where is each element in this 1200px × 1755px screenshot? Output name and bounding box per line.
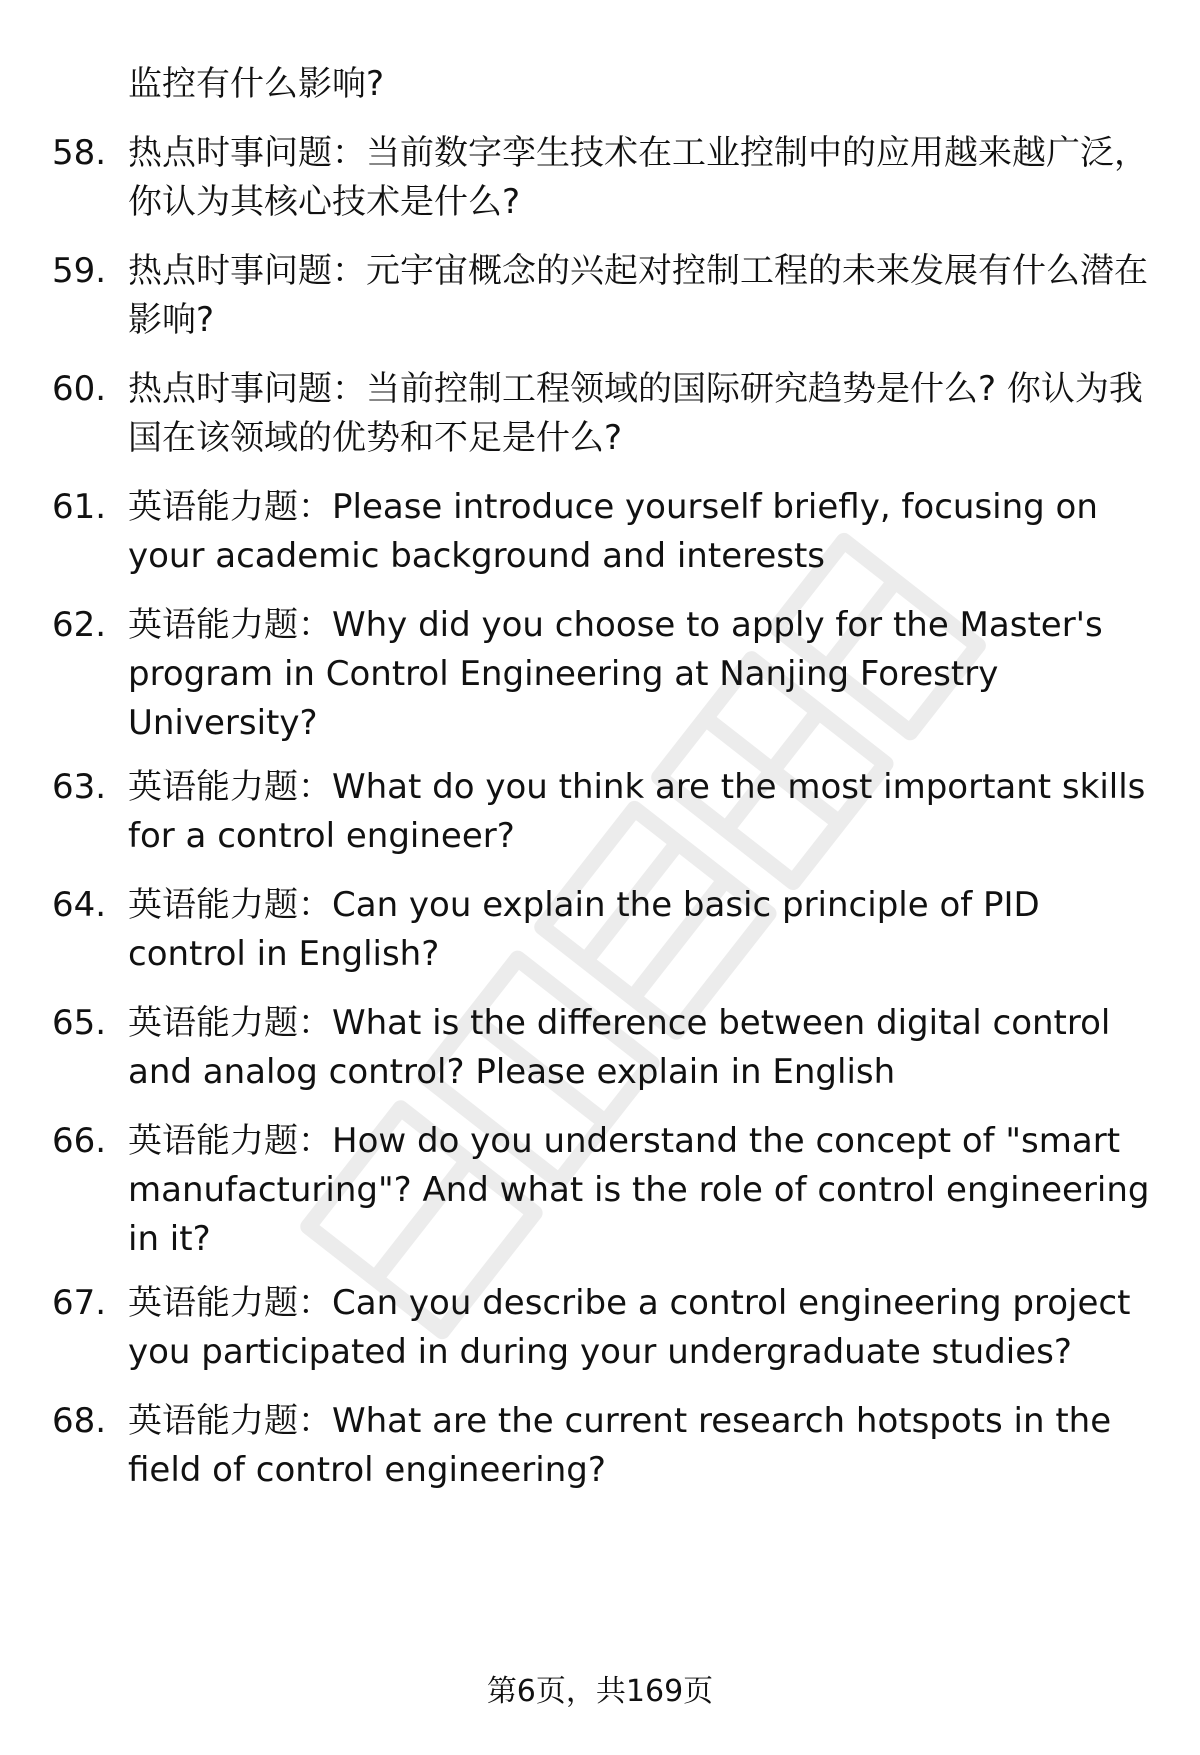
question-number: 64.	[52, 885, 107, 925]
page-footer: 第6页，共169页	[486, 1674, 714, 1709]
question-text: 英语能力题：What are the current research hotspots in the field of control engineering?	[128, 1401, 1112, 1490]
question-text: 热点时事问题：当前控制工程领域的国际研究趋势是什么? 你认为我国在该领域的优势和不足是什么?	[128, 369, 1143, 458]
question-text: 热点时事问题：当前数字孪生技术在工业控制中的应用越来越广泛，你认为其核心技术是什么?	[128, 133, 1148, 222]
question-number: 63.	[52, 767, 107, 807]
question-number: 65.	[52, 1003, 107, 1043]
question-text: 英语能力题：Please introduce yourself briefly, focusing on your academic background and interests	[128, 487, 1098, 576]
question-number: 66.	[52, 1121, 107, 1161]
question-number: 67.	[52, 1283, 107, 1323]
continuation-text: 监控有什么影响?	[128, 64, 385, 104]
question-number: 68.	[52, 1401, 107, 1441]
question-number: 60.	[52, 369, 107, 409]
question-number: 62.	[52, 605, 107, 645]
question-text: 英语能力题：What is the difference between digital control and analog control? Please explain in English	[128, 1003, 1111, 1092]
question-text: 英语能力题：How do you understand the concept of "smart manufacturing"? And what is the role of control engineering in it?	[128, 1121, 1150, 1259]
question-text: 英语能力题：What do you think are the most important skills for a control engineer?	[128, 767, 1146, 856]
question-number: 61.	[52, 487, 107, 527]
question-text: 英语能力题：Can you describe a control engineering project you participated in during your undergraduate studies?	[128, 1283, 1131, 1372]
question-text: 英语能力题：Can you explain the basic principle of PID control in English?	[128, 885, 1040, 974]
question-text: 英语能力题：Why did you choose to apply for the Master's program in Control Engineering at Nanjing Forestry University?	[128, 605, 1103, 743]
question-number: 58.	[52, 133, 107, 173]
question-text: 热点时事问题：元宇宙概念的兴起对控制工程的未来发展有什么潜在影响?	[128, 251, 1148, 340]
question-number: 59.	[52, 251, 107, 291]
